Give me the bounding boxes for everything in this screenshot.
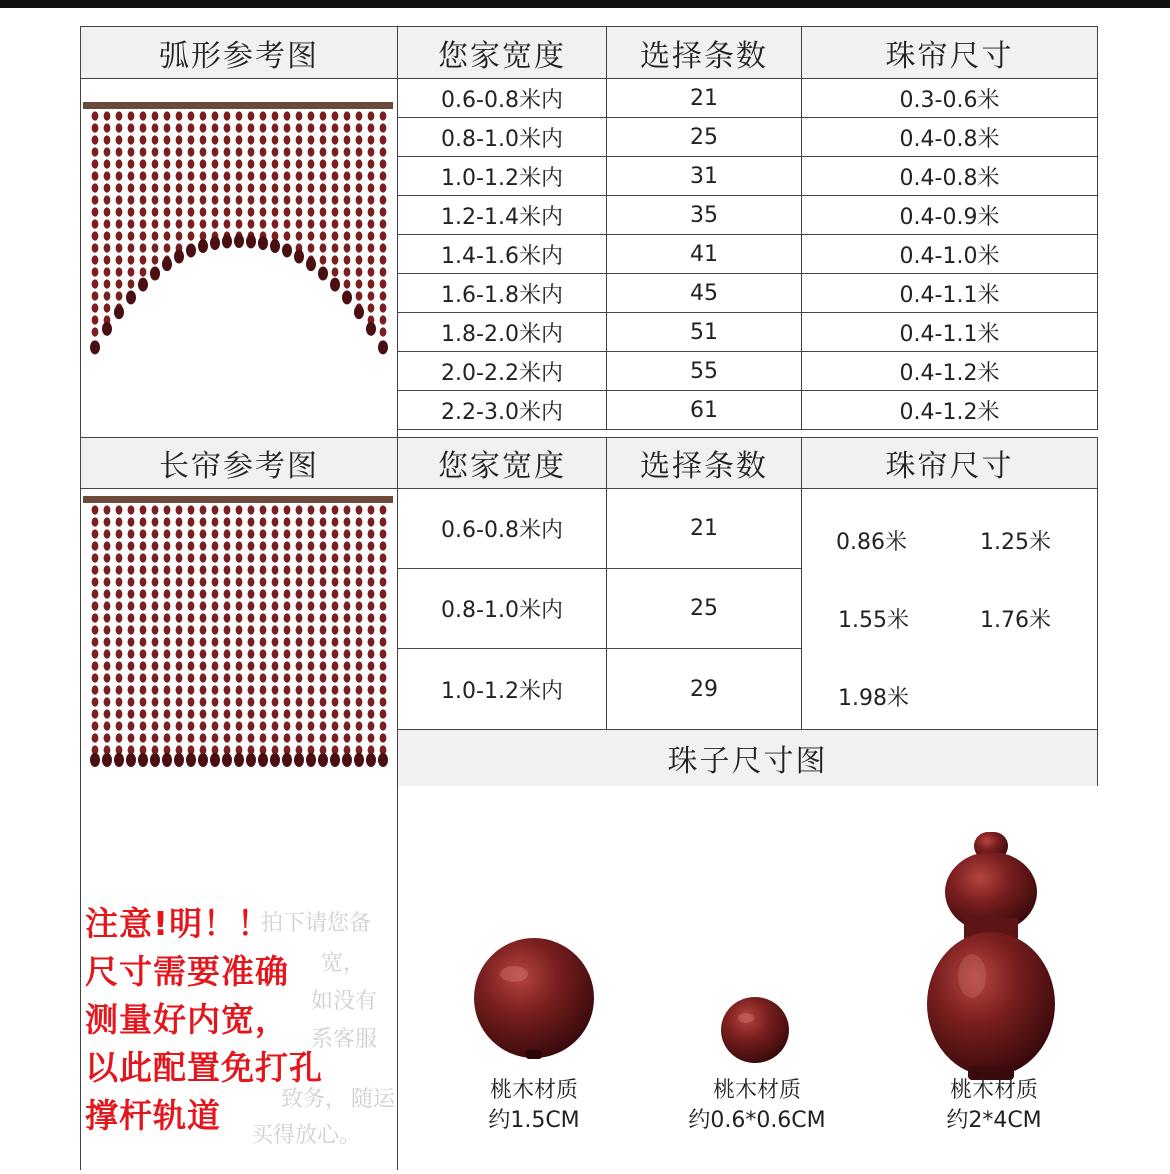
bead-strand bbox=[282, 505, 292, 767]
bead-strand bbox=[246, 111, 256, 248]
long-header-reference: 长帘参考图 bbox=[80, 437, 398, 489]
long-row-count: 21 bbox=[606, 488, 802, 569]
bead-strand bbox=[174, 505, 184, 767]
bead-strand bbox=[102, 505, 112, 767]
bead-size: 约2*4CM bbox=[946, 1108, 1042, 1133]
bead-strand bbox=[378, 111, 388, 354]
bead-strand bbox=[294, 505, 304, 767]
arc-row-count: 25 bbox=[606, 117, 802, 157]
arc-row-count: 35 bbox=[606, 195, 802, 235]
notice-panel bbox=[80, 786, 398, 1170]
bead-strand bbox=[126, 505, 136, 767]
arc-row-size: 0.4-1.2米 bbox=[801, 351, 1098, 391]
notice-line: 尺寸需要准确 bbox=[85, 952, 289, 991]
bead-strand bbox=[378, 505, 388, 767]
bead-strand bbox=[114, 111, 124, 319]
notice-text bbox=[85, 900, 323, 1140]
long-curtain-illustration bbox=[81, 488, 397, 787]
notice-line: 撑杆轨道 bbox=[85, 1096, 221, 1135]
arc-row-count: 31 bbox=[606, 156, 802, 196]
bead-label bbox=[924, 1076, 1064, 1136]
arc-row-size: 0.4-1.1米 bbox=[801, 312, 1098, 352]
bead-strand bbox=[354, 111, 364, 319]
bead-strand bbox=[366, 505, 376, 767]
bead-material: 桃木材质 bbox=[712, 1078, 801, 1103]
bead-strand bbox=[306, 111, 316, 271]
long-header-size: 珠帘尺寸 bbox=[801, 437, 1098, 489]
arc-row-size: 0.4-1.2米 bbox=[801, 390, 1098, 430]
arc-row-size: 0.4-0.9米 bbox=[801, 195, 1098, 235]
ghost-text: 买得放心。 bbox=[251, 1123, 362, 1148]
bead-material: 桃木材质 bbox=[489, 1078, 578, 1103]
arc-row-width: 2.0-2.2米内 bbox=[397, 351, 607, 391]
bead-strand bbox=[186, 111, 196, 257]
length-option: 1.98米 bbox=[838, 686, 909, 711]
bead-strand bbox=[342, 111, 352, 304]
long-row-width: 1.0-1.2米内 bbox=[397, 648, 607, 730]
arc-header-reference: 弧形参考图 bbox=[80, 26, 398, 79]
bead-strand bbox=[270, 111, 280, 253]
large-round-bead bbox=[474, 938, 594, 1059]
arc-row-size: 0.4-0.8米 bbox=[801, 117, 1098, 157]
bead-strand bbox=[114, 505, 124, 767]
arc-row-count: 55 bbox=[606, 351, 802, 391]
size-table bbox=[80, 26, 1098, 1170]
bead-strand bbox=[222, 505, 232, 767]
bead-strand bbox=[174, 111, 184, 263]
bead-strand bbox=[138, 111, 148, 291]
notice-marks: 明！！ bbox=[169, 904, 272, 943]
bead-strand bbox=[210, 505, 220, 767]
bead-images bbox=[397, 786, 1098, 1170]
bead-strand bbox=[222, 111, 232, 248]
arc-curtain-image bbox=[80, 78, 398, 438]
arc-row-size: 0.4-1.1米 bbox=[801, 273, 1098, 313]
arc-row-count: 21 bbox=[606, 78, 802, 118]
long-header-width: 您家宽度 bbox=[397, 437, 607, 489]
bead-strand bbox=[90, 505, 100, 767]
bead-strand bbox=[150, 505, 160, 767]
bead-size-title: 珠子尺寸图 bbox=[397, 729, 1098, 787]
bead-strand bbox=[366, 111, 376, 335]
bead-strand bbox=[186, 505, 196, 767]
bead-material: 桃木材质 bbox=[949, 1078, 1038, 1103]
bead-size: 约0.6*0.6CM bbox=[688, 1108, 826, 1133]
long-row-width: 0.8-1.0米内 bbox=[397, 568, 607, 649]
bead-label bbox=[672, 1076, 842, 1136]
bead-strand bbox=[102, 111, 112, 335]
ghost-text: 宽， bbox=[321, 951, 366, 976]
arc-row-count: 51 bbox=[606, 312, 802, 352]
bead-strand bbox=[306, 505, 316, 767]
bead-strand bbox=[270, 505, 280, 767]
bead-strand bbox=[234, 111, 244, 248]
bead-strand bbox=[294, 111, 304, 263]
arc-row-width: 1.4-1.6米内 bbox=[397, 234, 607, 274]
bead-strand bbox=[150, 111, 160, 280]
bead-strand bbox=[126, 111, 136, 304]
bead-strand bbox=[234, 505, 244, 767]
bead-strand bbox=[198, 111, 208, 253]
arc-header-count: 选择条数 bbox=[606, 26, 802, 79]
arc-row-count: 45 bbox=[606, 273, 802, 313]
arc-row-width: 0.8-1.0米内 bbox=[397, 117, 607, 157]
bead-strand bbox=[318, 505, 328, 767]
bead-strand bbox=[246, 505, 256, 767]
long-row-width: 0.6-0.8米内 bbox=[397, 488, 607, 569]
notice-line: 注意! bbox=[85, 904, 170, 943]
length-option: 1.25米 bbox=[980, 530, 1051, 555]
bead-strand bbox=[342, 505, 352, 767]
arc-header-width: 您家宽度 bbox=[397, 26, 607, 79]
bead-strand bbox=[138, 505, 148, 767]
bead-strand bbox=[162, 505, 172, 767]
arc-row-width: 0.6-0.8米内 bbox=[397, 78, 607, 118]
small-round-bead bbox=[721, 997, 789, 1063]
ghost-text: 拍下请您备 bbox=[261, 911, 372, 936]
bead-strand bbox=[330, 111, 340, 291]
curtain-length-options bbox=[801, 488, 1098, 730]
arc-row-width: 1.8-2.0米内 bbox=[397, 312, 607, 352]
bead-strand bbox=[330, 505, 340, 767]
arc-row-width: 1.6-1.8米内 bbox=[397, 273, 607, 313]
arc-row-width: 1.2-1.4米内 bbox=[397, 195, 607, 235]
bead-size: 约1.5CM bbox=[488, 1108, 580, 1133]
arc-row-size: 0.4-1.0米 bbox=[801, 234, 1098, 274]
arc-row-size: 0.4-0.8米 bbox=[801, 156, 1098, 196]
arc-curtain-illustration bbox=[81, 78, 397, 438]
arc-row-count: 61 bbox=[606, 390, 802, 430]
length-option: 1.55米 bbox=[838, 608, 909, 633]
top-bar bbox=[0, 0, 1170, 8]
long-row-count: 25 bbox=[606, 568, 802, 649]
bead-strand bbox=[162, 111, 172, 271]
gourd-bead bbox=[927, 832, 1055, 1080]
length-option: 0.86米 bbox=[836, 530, 907, 555]
bead-strand bbox=[258, 505, 268, 767]
curtain-rod bbox=[83, 102, 393, 109]
bead-strand bbox=[90, 111, 100, 354]
length-option: 1.76米 bbox=[980, 608, 1051, 633]
ghost-text: 随运 bbox=[351, 1087, 396, 1112]
notice-line: 以此配置免打孔 bbox=[85, 1048, 323, 1087]
arc-row-size: 0.3-0.6米 bbox=[801, 78, 1098, 118]
ghost-text: 致务， bbox=[281, 1087, 348, 1112]
ghost-text: 系客服 bbox=[311, 1027, 378, 1052]
arc-row-width: 1.0-1.2米内 bbox=[397, 156, 607, 196]
arc-row-width: 2.2-3.0米内 bbox=[397, 390, 607, 430]
bead-strand bbox=[258, 111, 268, 250]
arc-header-size: 珠帘尺寸 bbox=[801, 26, 1098, 79]
bead-strand bbox=[282, 111, 292, 257]
long-row-count: 29 bbox=[606, 648, 802, 730]
curtain-rod bbox=[83, 496, 393, 503]
bead-label bbox=[474, 1076, 594, 1136]
notice-line: 测量好内宽， bbox=[85, 1000, 289, 1039]
bead-strand bbox=[318, 111, 328, 280]
bead-strand bbox=[210, 111, 220, 250]
long-header-count: 选择条数 bbox=[606, 437, 802, 489]
bead-strand bbox=[354, 505, 364, 767]
arc-row-count: 41 bbox=[606, 234, 802, 274]
long-curtain-image bbox=[80, 488, 398, 787]
bead-strand bbox=[198, 505, 208, 767]
ghost-text: 如没有 bbox=[311, 989, 378, 1014]
